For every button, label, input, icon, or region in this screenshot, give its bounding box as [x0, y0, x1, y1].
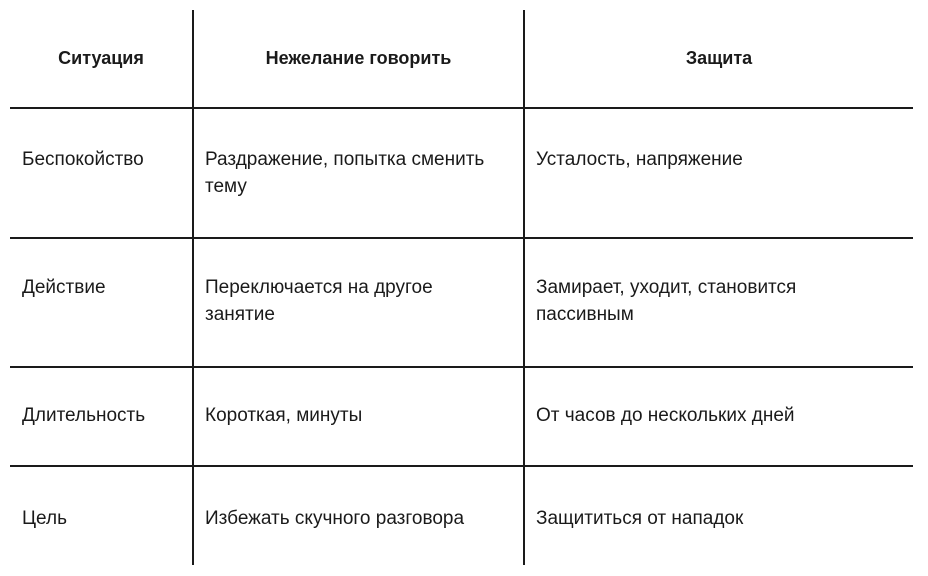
column-divider — [192, 10, 194, 565]
row-divider — [10, 107, 913, 109]
table-cell: Длительность — [22, 405, 146, 426]
table-cell: Короткая, минуты — [205, 405, 363, 426]
table-cell: Переключается на другое занятие — [205, 277, 433, 325]
table-cell: Избежать скучного разговора — [205, 508, 465, 529]
header-cell-situation: Ситуация — [58, 48, 144, 68]
table-cell: Действие — [22, 277, 106, 298]
row-divider — [10, 366, 913, 368]
table-cell: Защититься от нападок — [536, 508, 744, 529]
table-cell: Раздражение, попытка сменить тему — [205, 149, 485, 197]
column-divider — [523, 10, 525, 565]
row-divider — [10, 237, 913, 239]
table-cell: Замирает, уходит, становится пассивным — [536, 277, 797, 325]
table-cell: Усталость, напряжение — [536, 149, 743, 170]
table-cell: Беспокойство — [22, 149, 144, 170]
header-cell-protection: Защита — [685, 48, 753, 68]
table-cell: Цель — [22, 508, 67, 529]
table-cell: От часов до нескольких дней — [536, 405, 795, 426]
row-divider — [10, 465, 913, 467]
header-cell-reluctance: Нежелание говорить — [265, 48, 452, 68]
